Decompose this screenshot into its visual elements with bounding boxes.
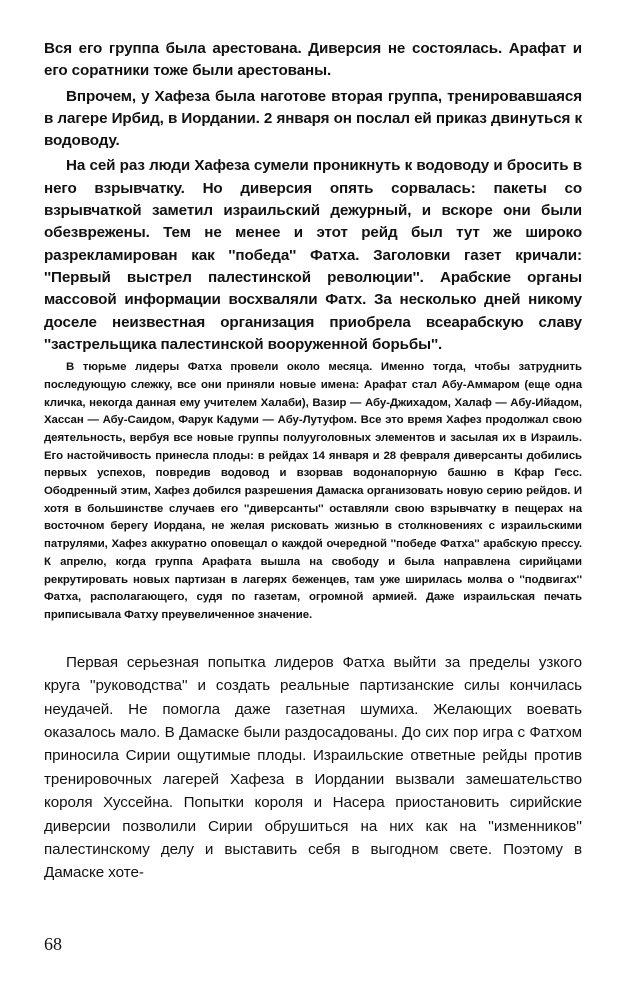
paragraph-5: Первая серьезная попытка лидеров Фатха выйти за пределы узкого круга ''руководства'' и создать реальные партизанские силы кончилась неудачей. Не помогла даже газетная шумиха. Желающих воевать оказалось мало. В Дамаске были раздосадованы. До сих пор игра с Фатхом приносила Сирии ощутимые плоды. Израильские ответные рейды против тренировочных лагерей Хафеза в Иордании вызвали замешательство короля Хуссейна. Попытки короля и Насера приостановить сирийские диверсии позволили Сирии обрушиться на них как на ''изменников'' палестинскому делу и выставить себя в выгодном свете. Поэтому в Дамаске хоте- [44, 653, 582, 882]
paragraph-4-small-print: В тюрьме лидеры Фатха провели около месяца. Именно тогда, чтобы затруднить последующую слежку, все они приняли новые имена: Арафат стал Абу-Аммаром (еще одна кличка, некогда данная ему учителем Халаби), Вазир — Абу-Джихадом, Халаф — Абу-Ийадом, Хассан — Абу-Саидом, Фарук Кадуми — Абу-Лутуфом. Все это время Хафез продолжал свою деятельность, вербуя все новые группы полууголовных элементов и засылая их в Израиль. Его настойчивость принесла плоды: в рейдах 14 января и 28 февраля диверсанты добились первых успехов, повредив водовод и взорвав водонапорную башню в Кфар Гесс. Ободренный этим, Хафез добился разрешения Дамаска организовать новую серию рейдов. И хотя в большинстве случаев его ''диверсанты'' оставляли свою взрывчатку в пещерах на восточном берегу Иордана, не желая рисковать жизнью в столкновениях с израильскими патрулями, Хафез аккуратно оповещал о каждой очередной ''победе Фатха'' арабскую прессу. К апрелю, когда группа Арафата вышла на свободу и была направлена сирийцами рекрутировать новых партизан в лагерях беженцев, там уже ширилась молва о ''подвигах'' Фатха, располагающего, судя по газетам, огромной армией. Даже израильская печать приписывала Фатху преувеличенное значение. [44, 361, 582, 621]
page-number: 68 [44, 934, 62, 954]
paragraph-3: На сей раз люди Хафеза сумели проникнуть к водоводу и бросить в него взрывчатку. Но диверсия опять сорвалась: пакеты со взрывчаткой заметил израильский дежурный, и вскоре они были обезврежены. Тем не менее и этот рейд был тут же широко разрекламирован как ''победа'' Фатха. Заголовки газет кричали: ''Первый выстрел палестинской революции''. Арабские органы массовой информации восхваляли Фатх. За несколько дней никому доселе неизвестная организация приобрела всеарабскую славу ''застрельщика палестинской вооруженной борьбы''. [44, 157, 582, 353]
paragraph-2: Впрочем, у Хафеза была наготове вторая группа, тренировавшаяся в лагере Ирбид, в Иордании. 2 января он послал ей приказ двинуться к водоводу. [44, 87, 582, 150]
paragraph-1: Вся его группа была арестована. Диверсия не состоялась. Арафат и его соратники тоже были арестованы. [44, 40, 582, 80]
page-body [44, 38, 582, 885]
